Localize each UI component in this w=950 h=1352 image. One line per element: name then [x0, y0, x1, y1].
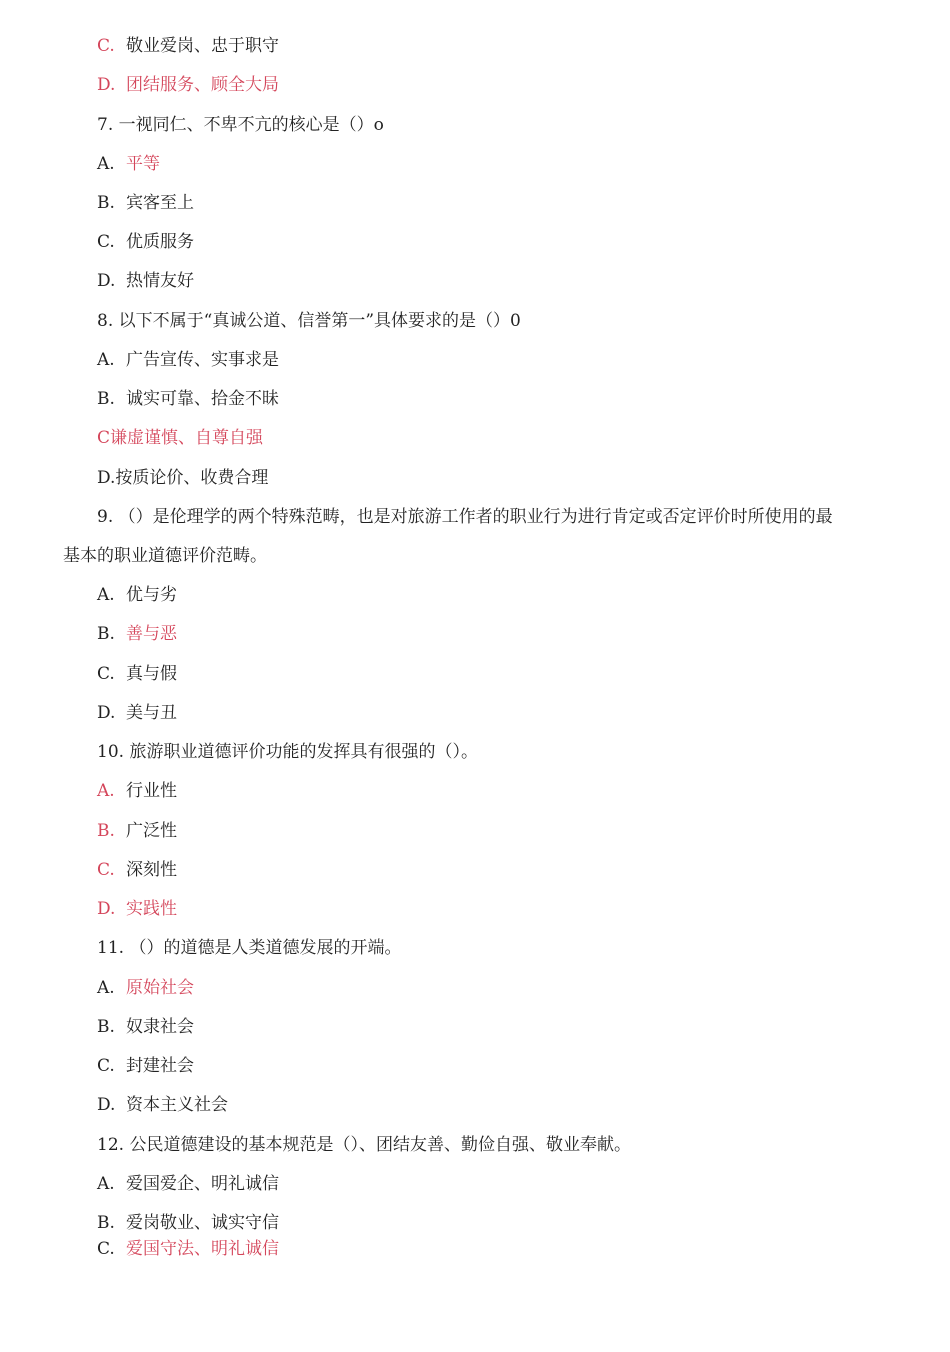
- option-letter: A.: [97, 1174, 115, 1194]
- option-line: [97, 231, 194, 253]
- option-letter: C.: [97, 1056, 115, 1076]
- option-line: [97, 702, 177, 724]
- option-line: D.按质论价、收费合理: [97, 468, 269, 488]
- option-text: 诚实可靠、拾金不昧: [126, 389, 279, 409]
- option-letter: C.: [97, 36, 115, 56]
- option-text: 敬业爱岗、忠于职守: [126, 36, 279, 56]
- option-letter: C.: [97, 860, 115, 880]
- option-text: 广泛性: [126, 821, 177, 841]
- option-letter: D.: [97, 75, 116, 95]
- option-line: [97, 584, 177, 606]
- question-8: 8. 以下不属于“真诚公道、信誉第一”具体要求的是（）0: [97, 311, 521, 331]
- option-text: 爱国守法、明礼诚信: [126, 1239, 279, 1259]
- option-text: 奴隶社会: [126, 1017, 194, 1037]
- option-letter: B.: [97, 1213, 115, 1233]
- option-letter: B.: [97, 1017, 115, 1037]
- option-letter: C.: [97, 1239, 115, 1259]
- option-text: 爱岗敬业、诚实守信: [126, 1213, 279, 1233]
- option-line: [97, 1055, 194, 1077]
- option-letter: B.: [97, 193, 115, 213]
- option-line: [97, 1238, 279, 1260]
- option-letter: B.: [97, 389, 115, 409]
- option-text: 热情友好: [126, 271, 194, 291]
- option-text: 广告宣传、实事求是: [126, 350, 279, 370]
- option-letter: D.: [97, 703, 116, 723]
- option-line: C谦虚谨慎、自尊自强: [97, 428, 264, 448]
- option-line: [97, 820, 177, 842]
- option-text: 优质服务: [126, 232, 194, 252]
- option-line: [97, 898, 177, 920]
- option-text: 平等: [126, 154, 160, 174]
- option-line: [97, 663, 177, 685]
- option-letter: D.: [97, 271, 116, 291]
- option-text: 行业性: [126, 781, 177, 801]
- option-letter: B.: [97, 821, 115, 841]
- option-letter: A.: [97, 978, 115, 998]
- option-letter: A.: [97, 781, 115, 801]
- option-line: [97, 192, 194, 214]
- question-11: 11. （）的道德是人类道德发展的开端。: [97, 938, 402, 958]
- option-line: [97, 74, 279, 96]
- option-letter: A.: [97, 350, 115, 370]
- option-line: [97, 1016, 194, 1038]
- option-text: 实践性: [126, 899, 177, 919]
- question-10: 10. 旅游职业道德评价功能的发挥具有很强的（）。: [97, 742, 478, 762]
- option-line: [97, 977, 194, 999]
- option-text: 善与恶: [126, 624, 177, 644]
- question-7: 7. 一视同仁、不卑不亢的核心是（）o: [97, 115, 384, 135]
- option-line: [97, 1094, 228, 1116]
- option-text: 真与假: [126, 664, 177, 684]
- option-text: 团结服务、顾全大局: [126, 75, 279, 95]
- option-letter: D.: [97, 899, 116, 919]
- option-line: [97, 388, 279, 410]
- option-line: [97, 859, 177, 881]
- option-text: 爱国爱企、明礼诚信: [126, 1174, 279, 1194]
- question-9-continued: 基本的职业道德评价范畴。: [63, 546, 267, 566]
- option-line: [97, 35, 279, 57]
- option-text: 原始社会: [126, 978, 194, 998]
- option-text: 宾客至上: [126, 193, 194, 213]
- option-text: 资本主义社会: [126, 1095, 228, 1115]
- option-text: 优与劣: [126, 585, 177, 605]
- question-12: 12. 公民道德建设的基本规范是（）、团结友善、勤俭自强、敬业奉献。: [97, 1135, 631, 1155]
- option-letter: A.: [97, 154, 115, 174]
- option-text: 封建社会: [126, 1056, 194, 1076]
- option-line: [97, 780, 177, 802]
- question-9: 9. （）是伦理学的两个特殊范畴，也是对旅游工作者的职业行为进行肯定或否定评价时所使用的最: [97, 507, 833, 527]
- option-letter: C.: [97, 232, 115, 252]
- option-letter: A.: [97, 585, 115, 605]
- option-line: [97, 623, 177, 645]
- option-letter: D.: [97, 1095, 116, 1115]
- option-line: [97, 270, 194, 292]
- option-letter: B.: [97, 624, 115, 644]
- option-letter: C.: [97, 664, 115, 684]
- option-line: [97, 1173, 279, 1195]
- option-line: [97, 349, 279, 371]
- option-text: 美与丑: [126, 703, 177, 723]
- option-line: [97, 1212, 279, 1234]
- option-line: [97, 153, 160, 175]
- option-text: 深刻性: [126, 860, 177, 880]
